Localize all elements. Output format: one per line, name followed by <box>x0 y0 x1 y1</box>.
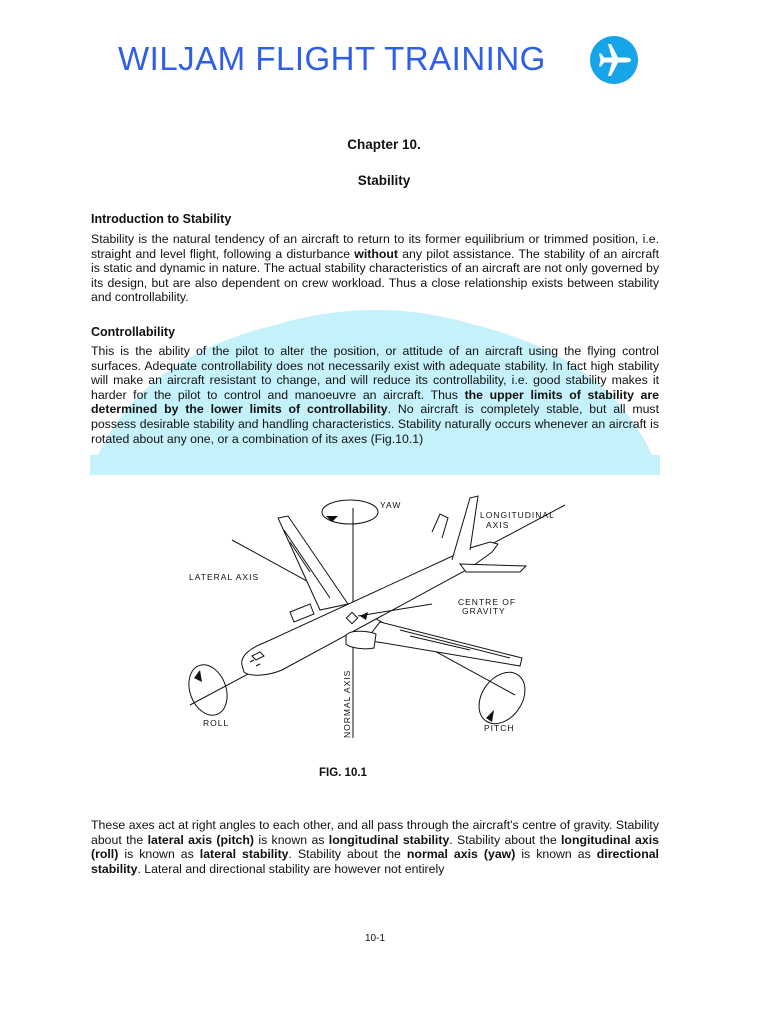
roll-rotation-arrow <box>182 659 234 720</box>
chapter-title: Stability <box>357 173 411 188</box>
emphasis-limits: the upper limits of stability are determined by the lower limits of controllability <box>91 387 660 417</box>
label-centre-of-gravity-2: GRAVITY <box>462 606 506 616</box>
aircraft-axes-figure <box>170 480 590 748</box>
aircraft-diagram <box>170 480 590 748</box>
airplane-icon <box>589 35 639 85</box>
controllability-paragraph: This is the ability of the pilot to alter the position, or attitude of an aircraft using the flying control surfaces. Adequate controllability does not necessarily exist with adequate stability. In fact high stability will make an aircraft resistant to change, and will reduce its controllability, i.e. good stability makes it harder for the pilot to control and manoeuvre an aircraft. Thus the upper limits of stability are determined by the lower limits of controllability. No aircraft is completely stable, but all must possess desirable stability and handling characteristics. Stability naturally occurs whenever an aircraft is rotated about any one, or a combination of its axes (Fig.10.1) <box>91 344 660 446</box>
axes-paragraph: These axes act at right angles to each other, and all pass through the aircraft's centre of gravity. Stability about the lateral axis (pitch) is known as longitudinal stability. Stability about the longitudinal axis (roll) is known as lateral stability. Stability about the normal axis (yaw) is known as directional stability. Lateral and directional stability are however not entirely <box>91 818 659 876</box>
intro-paragraph: Stability is the natural tendency of an aircraft to return to its former equilibrium or trimmed position, i.e. straight and level flight, following a disturbance without any pilot assistance. The stability of an aircraft is static and dynamic in nature. The actual stability characteristics of an aircraft are not only governed by its design, but are also dependent on crew workload. Thus a close relationship exists between stability and controllability. <box>91 232 660 305</box>
label-centre-of-gravity-1: CENTRE OF <box>458 597 517 607</box>
header-title: WILJAM FLIGHT TRAINING <box>118 40 546 77</box>
label-lateral-axis: LATERAL AXIS <box>189 572 260 582</box>
label-roll: ROLL <box>203 718 230 728</box>
page-number: 10-1 <box>364 933 385 944</box>
label-longitudinal-axis-1: LONGITUDINAL <box>480 510 555 520</box>
section-heading-controllability: Controllability <box>91 325 176 339</box>
yaw-rotation-arrow <box>322 500 378 524</box>
section-heading-intro: Introduction to Stability <box>91 212 232 226</box>
label-normal-axis: NORMAL AXIS <box>342 669 352 738</box>
label-pitch: PITCH <box>484 723 515 733</box>
figure-caption: FIG. 10.1 <box>319 767 367 779</box>
label-yaw: YAW <box>380 500 402 510</box>
chapter-number: Chapter 10. <box>347 137 421 152</box>
label-longitudinal-axis-2: AXIS <box>486 520 510 530</box>
emphasis-without: without <box>354 246 398 261</box>
